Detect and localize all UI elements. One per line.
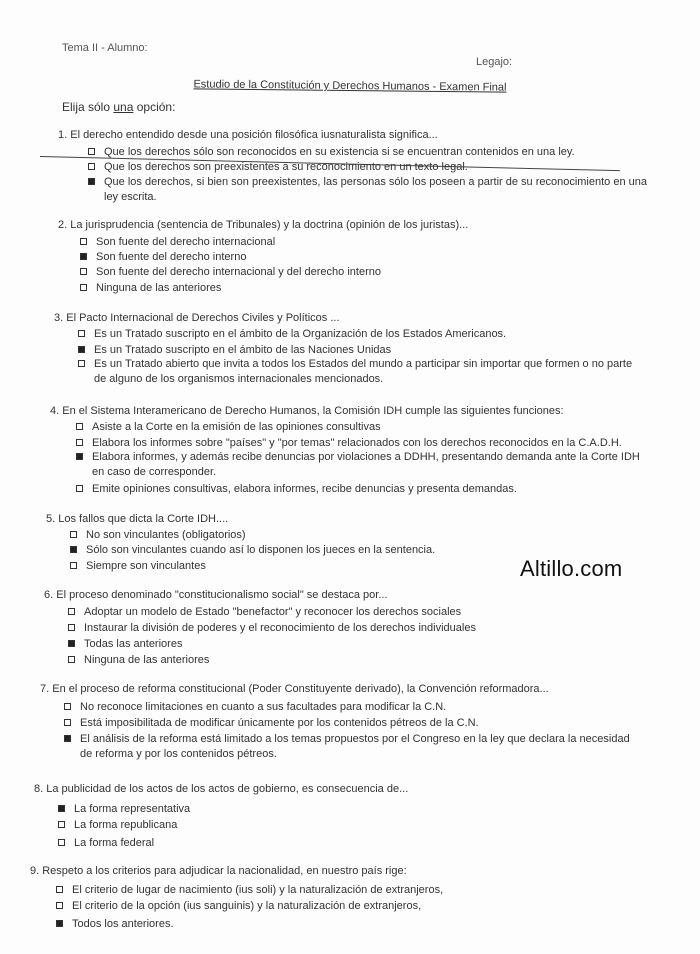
question-8-stem: 8. La publicidad de los actos de los actos de gobierno, es consecuencia de... xyxy=(34,783,409,795)
checkbox-icon[interactable] xyxy=(76,423,83,430)
option-text: Instaurar la división de poderes y el reconocimiento de los derechos individuales xyxy=(84,622,476,634)
question-1-option-2[interactable] xyxy=(88,160,648,175)
option-text: Todas las anteriores xyxy=(84,638,183,650)
checkbox-icon[interactable] xyxy=(76,439,83,446)
option-text: Adoptar un modelo de Estado "benefactor" y reconocer los derechos sociales xyxy=(84,606,462,618)
question-4-stem: 4. En el Sistema Interamericano de Derecho Humanos, la Comisión IDH cumple las siguientes funciones: xyxy=(50,405,564,417)
question-1-option-3[interactable] xyxy=(88,175,648,205)
option-text: No reconoce limitaciones en cuanto a sus facultades para modificar la C.N. xyxy=(80,701,447,713)
question-1-stem: 1. El derecho entendido desde una posición filosófica iusnaturalista significa... xyxy=(58,129,438,141)
question-9-option-3[interactable] xyxy=(56,917,610,932)
question-6-option-1[interactable] xyxy=(68,605,624,620)
option-text: Es un Tratado suscripto en el ámbito de la Organización de los Estados Americanos. xyxy=(94,328,507,340)
checkbox-icon[interactable] xyxy=(88,148,95,155)
checkbox-icon[interactable] xyxy=(76,485,83,492)
checkbox-icon[interactable] xyxy=(68,624,75,631)
option-text: Todos los anteriores. xyxy=(72,918,174,930)
option-text: Es un Tratado suscripto en el ámbito de las Naciones Unidas xyxy=(94,344,392,356)
checked-checkbox-icon[interactable] xyxy=(70,546,77,553)
option-text: Es un Tratado abierto que invita a todos los Estados del mundo a participar sin importar que formen o no parte de alguno de los organismos internacionales mencionados. xyxy=(94,358,633,385)
checkbox-icon[interactable] xyxy=(88,163,95,170)
checkbox-icon[interactable] xyxy=(64,719,71,726)
exam-title: Estudio de la Constitución y Derechos Humanos - Examen Final xyxy=(193,78,507,94)
checkbox-icon[interactable] xyxy=(58,821,65,828)
question-8-option-2[interactable] xyxy=(58,818,614,833)
question-5-option-1[interactable] xyxy=(70,528,626,543)
option-text: El criterio de lugar de nacimiento (ius soli) y la naturalización de extranjeros, xyxy=(72,884,444,896)
checkbox-icon[interactable] xyxy=(56,902,63,909)
option-text: Que los derechos sólo son reconocidos en su existencia si se encuentran contenidos en una ley. xyxy=(104,146,575,158)
checked-checkbox-icon[interactable] xyxy=(76,453,83,460)
option-text: La forma representativa xyxy=(74,803,191,815)
question-1-option-1[interactable] xyxy=(88,145,648,160)
option-text: Siempre son vinculantes xyxy=(86,560,206,572)
question-6-option-4[interactable] xyxy=(68,653,624,668)
option-text: Emite opiniones consultivas, elabora informes, recibe denuncias y presenta demandas. xyxy=(92,483,517,495)
question-2-option-3[interactable] xyxy=(80,265,598,280)
question-9-option-1[interactable] xyxy=(56,883,610,898)
instructions xyxy=(62,100,175,114)
checkbox-icon[interactable] xyxy=(56,886,63,893)
question-3-option-3[interactable] xyxy=(78,357,644,387)
checkbox-icon[interactable] xyxy=(68,656,75,663)
checked-checkbox-icon[interactable] xyxy=(56,920,63,927)
option-text: Ninguna de las anteriores xyxy=(84,654,210,666)
checkbox-icon[interactable] xyxy=(70,562,77,569)
option-text: Sólo son vinculantes cuando así lo disponen los jueces en la sentencia. xyxy=(86,544,436,556)
checkbox-icon[interactable] xyxy=(64,703,71,710)
option-text: Son fuente del derecho interno xyxy=(96,251,247,263)
question-8-option-1[interactable] xyxy=(58,802,614,817)
question-6-option-3[interactable] xyxy=(68,637,624,652)
checkbox-icon[interactable] xyxy=(58,839,65,846)
checked-checkbox-icon[interactable] xyxy=(68,640,75,647)
question-2-option-1[interactable] xyxy=(80,235,598,250)
watermark: Altillo.com xyxy=(520,556,623,581)
question-3-stem: 3. El Pacto Internacional de Derechos Civiles y Políticos ... xyxy=(54,312,340,324)
question-4-option-2[interactable] xyxy=(76,436,642,451)
option-text: El análisis de la reforma está limitado a los temas propuestos por el Congreso en la ley que declara la necesidad de reforma y por los contenidos pétreos. xyxy=(80,733,630,760)
checked-checkbox-icon[interactable] xyxy=(58,805,65,812)
question-4-option-3[interactable] xyxy=(76,450,642,480)
option-text: Que los derechos, si bien son preexistentes, las personas sólo los poseen a partir de su reconocimiento en una ley escrita. xyxy=(104,176,647,203)
question-7-option-3[interactable] xyxy=(64,732,640,762)
option-text: Ninguna de las anteriores xyxy=(96,282,222,294)
option-text: Asiste a la Corte en la emisión de las opiniones consultivas xyxy=(92,421,381,433)
question-5-stem: 5. Los fallos que dicta la Corte IDH.... xyxy=(46,513,229,525)
question-7-stem: 7. En el proceso de reforma constitucional (Poder Constituyente derivado), la Convención reformadora... xyxy=(40,683,549,695)
question-9-stem: 9. Respeto a los criterios para adjudicar la nacionalidad, en nuestro país rige: xyxy=(30,865,407,877)
question-4-option-4[interactable] xyxy=(76,482,642,497)
question-2-stem: 2. La jurisprudencia (sentencia de Tribunales) y la doctrina (opinión de los juristas)... xyxy=(58,219,469,231)
question-7-option-1[interactable] xyxy=(64,700,640,715)
checked-checkbox-icon[interactable] xyxy=(64,735,71,742)
question-9-option-2[interactable] xyxy=(56,899,610,914)
instruction-prefix: Elija sólo xyxy=(62,100,114,114)
question-6-stem: 6. El proceso denominado "constitucionalismo social" se destaca por... xyxy=(44,589,388,601)
checked-checkbox-icon[interactable] xyxy=(78,346,85,353)
question-2-option-4[interactable] xyxy=(80,281,598,296)
option-text: Está imposibilitada de modificar únicamente por los contenidos pétreos de la C.N. xyxy=(80,717,479,729)
legajo-label: Legajo: xyxy=(476,56,513,68)
question-8-option-3[interactable] xyxy=(58,836,614,851)
question-7-option-2[interactable] xyxy=(64,716,640,731)
checkbox-icon[interactable] xyxy=(80,268,87,275)
option-text: No son vinculantes (obligatorios) xyxy=(86,529,246,541)
instruction-underlined: una xyxy=(113,100,134,114)
question-2-option-2[interactable] xyxy=(80,250,598,265)
option-text: La forma federal xyxy=(74,837,155,849)
checkbox-icon[interactable] xyxy=(70,531,77,538)
checkbox-icon[interactable] xyxy=(68,608,75,615)
checkbox-icon[interactable] xyxy=(78,360,85,367)
option-text: Elabora informes, y además recibe denuncias por violaciones a DDHH, presentando demanda ante la Corte IDH en caso de corresponder. xyxy=(92,451,640,478)
checked-checkbox-icon[interactable] xyxy=(88,178,95,185)
option-text: La forma republicana xyxy=(74,819,178,831)
checkbox-icon[interactable] xyxy=(78,330,85,337)
option-text: El criterio de la opción (ius sanguinis) y la naturalización de extranjeros, xyxy=(72,900,422,912)
checkbox-icon[interactable] xyxy=(80,238,87,245)
checkbox-icon[interactable] xyxy=(80,284,87,291)
option-text: Que los derechos son preexistentes a su reconocimiento en un texto legal. xyxy=(104,161,468,173)
question-6-option-2[interactable] xyxy=(68,621,624,636)
question-3-option-2[interactable] xyxy=(78,343,644,358)
question-3-option-1[interactable] xyxy=(78,327,644,342)
instruction-suffix: opción: xyxy=(133,100,176,114)
option-text: Son fuente del derecho internacional y del derecho interno xyxy=(96,266,381,278)
option-text: Son fuente del derecho internacional xyxy=(96,236,276,248)
checked-checkbox-icon[interactable] xyxy=(80,253,87,260)
option-text: Elabora los informes sobre "países" y "por temas" relacionados con los derechos reconocidos en la C.A.D.H. xyxy=(92,437,622,449)
question-4-option-1[interactable] xyxy=(76,420,642,435)
tema-alumno-label: Tema II - Alumno: xyxy=(62,42,148,54)
